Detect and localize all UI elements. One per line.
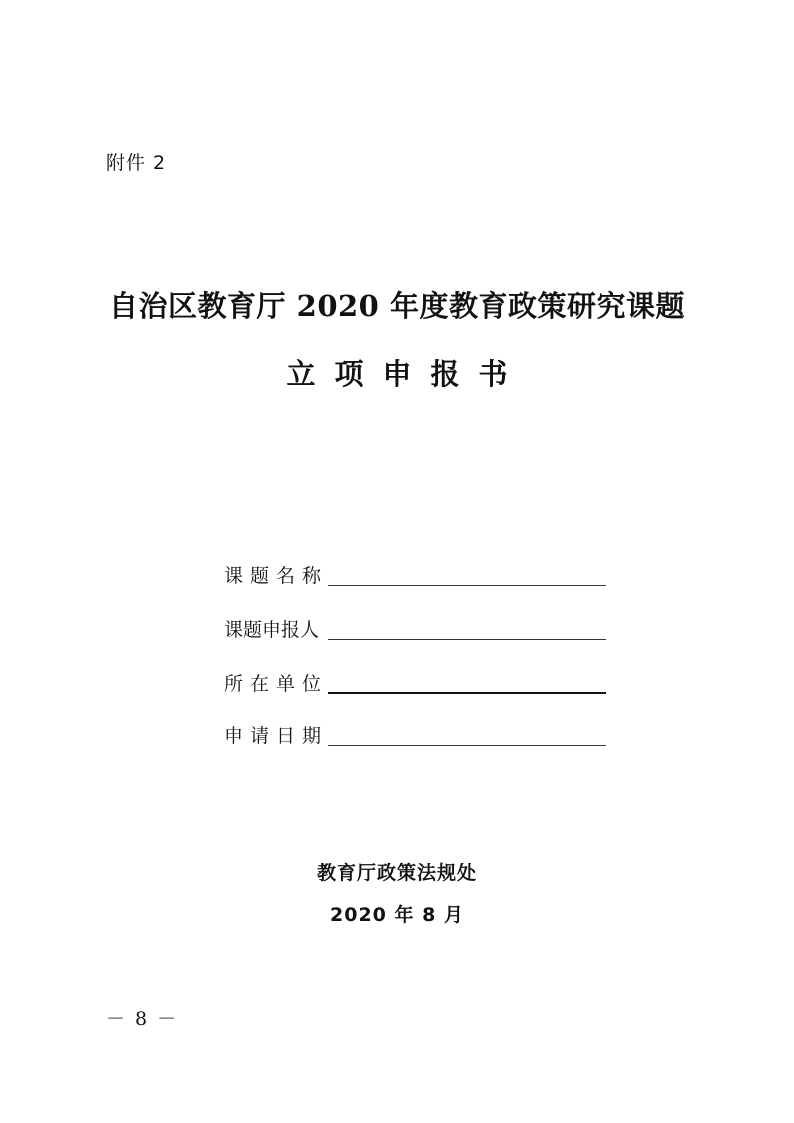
- field-project-name: [224, 560, 606, 588]
- blank-line: [328, 692, 606, 694]
- attachment-label: 附件 2: [106, 152, 167, 174]
- issuer: 教育厅政策法规处: [316, 862, 477, 884]
- document-subtitle: 立项申报书: [286, 357, 527, 391]
- field-affiliation: [224, 668, 606, 696]
- blank-line: [328, 639, 606, 640]
- page-number: － 8 －: [106, 1008, 179, 1030]
- issue-date: 2020 年 8 月: [330, 904, 464, 926]
- field-label: 课题申报人: [224, 619, 320, 641]
- field-label: 所在单位: [224, 673, 329, 695]
- blank-line: [328, 585, 606, 586]
- field-applicant: [224, 614, 606, 642]
- document-title: 自治区教育厅 2020 年度教育政策研究课题: [109, 289, 685, 323]
- field-label: 课题名称: [224, 565, 329, 587]
- field-application-date: [224, 720, 606, 748]
- blank-line: [328, 745, 606, 746]
- field-label: 申请日期: [224, 725, 329, 747]
